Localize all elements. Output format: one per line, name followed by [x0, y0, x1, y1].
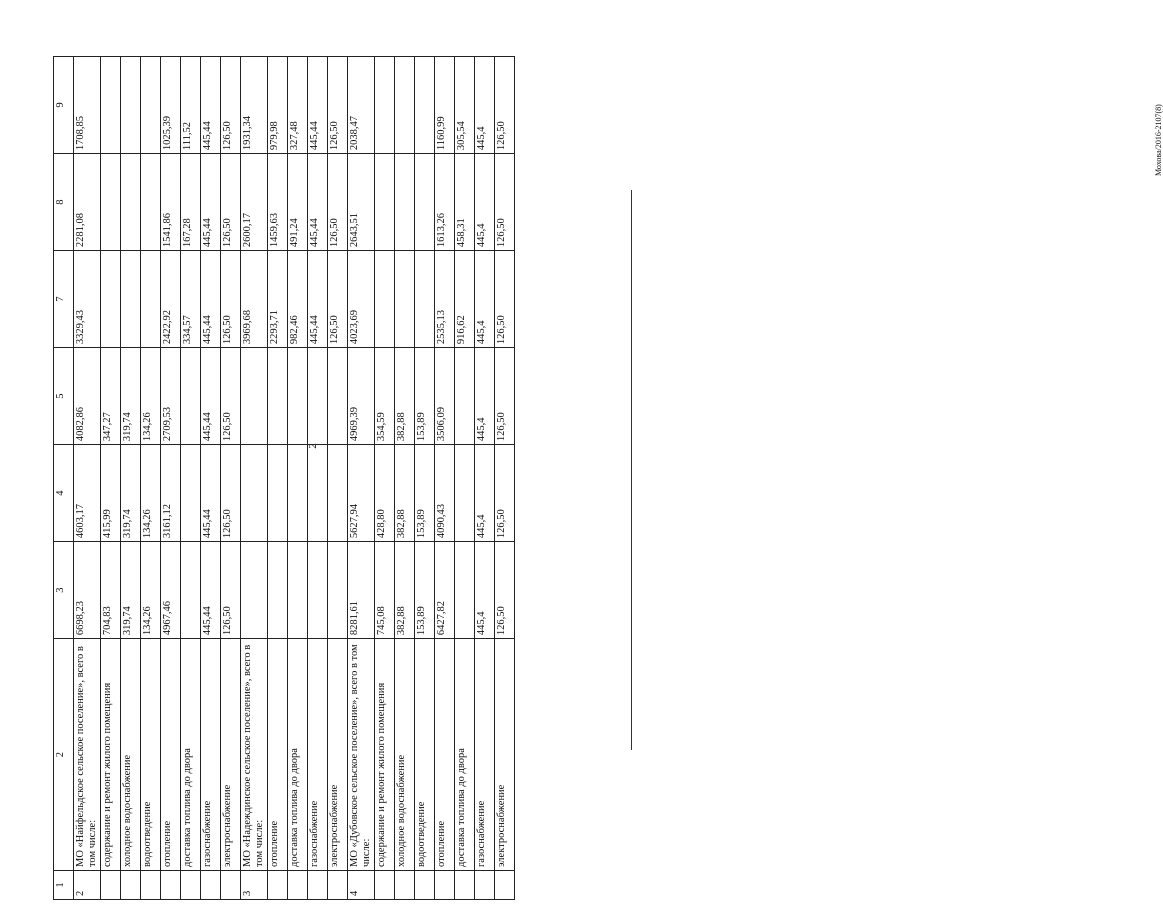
header-cell: 1 [54, 871, 74, 900]
table-row [241, 57, 268, 900]
value-cell: 126,50 [221, 348, 241, 445]
row-number-cell [101, 871, 121, 900]
table-row [201, 57, 221, 900]
value-cell [181, 348, 201, 445]
value-cell [415, 57, 435, 154]
row-label-cell: водоотведение [415, 639, 435, 871]
value-cell: 126,50 [328, 154, 348, 251]
table-row [435, 57, 455, 900]
value-cell [375, 154, 395, 251]
value-cell [101, 57, 121, 154]
value-cell: 153,89 [415, 542, 435, 639]
value-cell: 445,4 [475, 251, 495, 348]
value-cell: 445,4 [475, 445, 495, 542]
value-cell: 4023,69 [348, 251, 375, 348]
row-label-cell: содержание и ремонт жилого помещения [101, 639, 121, 871]
table-row [328, 57, 348, 900]
value-cell: 354,59 [375, 348, 395, 445]
value-cell [308, 542, 328, 639]
value-cell: 6698,23 [74, 542, 101, 639]
value-cell: 347,27 [101, 348, 121, 445]
value-cell: 126,50 [328, 57, 348, 154]
margin-line [631, 190, 632, 750]
value-cell: 153,89 [415, 348, 435, 445]
value-cell: 134,26 [141, 542, 161, 639]
value-cell: 445,44 [201, 57, 221, 154]
value-cell: 126,50 [495, 445, 515, 542]
value-cell: 445,44 [201, 348, 221, 445]
row-label-cell: электроснабжение [221, 639, 241, 871]
value-cell [328, 445, 348, 542]
row-label-cell: отопление [435, 639, 455, 871]
value-cell: 445,44 [201, 542, 221, 639]
value-cell: 2600,17 [241, 154, 268, 251]
value-cell: 4603,17 [74, 445, 101, 542]
value-cell [181, 542, 201, 639]
value-cell: 2293,71 [268, 251, 288, 348]
value-cell: 126,50 [495, 57, 515, 154]
value-cell: 126,50 [221, 542, 241, 639]
row-number-cell: 3 [241, 871, 268, 900]
value-cell: 3329,43 [74, 251, 101, 348]
row-label-cell: содержание и ремонт жилого помещения [375, 639, 395, 871]
value-cell: 2422,92 [161, 251, 181, 348]
table-row [141, 57, 161, 900]
row-number-cell [288, 871, 308, 900]
value-cell [141, 251, 161, 348]
value-cell: 445,44 [201, 154, 221, 251]
value-cell: 134,26 [141, 348, 161, 445]
value-cell: 327,48 [288, 57, 308, 154]
row-label-cell: газоснабжение [475, 639, 495, 871]
value-cell: 2643,51 [348, 154, 375, 251]
row-number-cell [375, 871, 395, 900]
header-row [54, 57, 74, 900]
value-cell: 319,74 [121, 348, 141, 445]
value-cell: 319,74 [121, 445, 141, 542]
row-number-cell [328, 871, 348, 900]
header-cell: 7 [54, 251, 74, 348]
value-cell [141, 154, 161, 251]
row-label-cell: холодное водоснабжение [121, 639, 141, 871]
value-cell [328, 348, 348, 445]
table-row [74, 57, 101, 900]
value-cell: 126,50 [328, 251, 348, 348]
value-cell: 111,52 [181, 57, 201, 154]
value-cell [101, 154, 121, 251]
value-cell: 2709,53 [161, 348, 181, 445]
value-cell: 3161,12 [161, 445, 181, 542]
table-row [121, 57, 141, 900]
value-cell: 334,57 [181, 251, 201, 348]
value-cell [308, 348, 328, 445]
row-number-cell [268, 871, 288, 900]
value-cell: 126,50 [495, 154, 515, 251]
value-cell [181, 445, 201, 542]
value-cell: 126,50 [495, 542, 515, 639]
value-cell: 167,28 [181, 154, 201, 251]
row-label-cell: МО «Найфельдское сельское поселение», всего в том числе: [74, 639, 101, 871]
value-cell [375, 251, 395, 348]
value-cell [121, 251, 141, 348]
value-cell: 126,50 [221, 154, 241, 251]
value-cell: 445,4 [475, 348, 495, 445]
row-label-cell: электроснабжение [495, 639, 515, 871]
value-cell: 1931,34 [241, 57, 268, 154]
table-row [495, 57, 515, 900]
value-cell [288, 348, 308, 445]
value-cell: 445,4 [475, 542, 495, 639]
table-row [101, 57, 121, 900]
table-row [181, 57, 201, 900]
footer-stamp: Мохова/2016-2107(8) [1154, 104, 1163, 176]
value-cell: 445,4 [475, 154, 495, 251]
value-cell: 153,89 [415, 445, 435, 542]
value-cell: 126,50 [221, 57, 241, 154]
value-cell [268, 445, 288, 542]
table-row [455, 57, 475, 900]
row-number-cell: 2 [74, 871, 101, 900]
value-cell [268, 542, 288, 639]
value-cell: 982,46 [288, 251, 308, 348]
table-row [221, 57, 241, 900]
page-number: 2 [306, 443, 319, 449]
value-cell: 126,50 [495, 348, 515, 445]
row-number-cell [435, 871, 455, 900]
row-label-cell: МО «Дубовское сельское поселение», всего в том числе: [348, 639, 375, 871]
value-cell: 704,83 [101, 542, 121, 639]
value-cell [395, 251, 415, 348]
value-cell: 445,4 [475, 57, 495, 154]
table-row [268, 57, 288, 900]
table-container [53, 56, 569, 900]
value-cell [415, 154, 435, 251]
row-number-cell [161, 871, 181, 900]
table-row [161, 57, 181, 900]
value-cell: 4967,46 [161, 542, 181, 639]
value-cell [328, 542, 348, 639]
value-cell: 382,88 [395, 542, 415, 639]
table-row [415, 57, 435, 900]
value-cell: 126,50 [221, 445, 241, 542]
value-cell: 2535,13 [435, 251, 455, 348]
value-cell: 415,99 [101, 445, 121, 542]
value-cell: 134,26 [141, 445, 161, 542]
value-cell: 4082,86 [74, 348, 101, 445]
value-cell: 428,80 [375, 445, 395, 542]
value-cell [395, 154, 415, 251]
value-cell [241, 542, 268, 639]
value-cell: 491,24 [288, 154, 308, 251]
value-cell [121, 154, 141, 251]
value-cell: 745,08 [375, 542, 395, 639]
value-cell: 126,50 [495, 251, 515, 348]
value-cell [308, 445, 328, 542]
value-cell: 458,31 [455, 154, 475, 251]
value-cell: 1025,39 [161, 57, 181, 154]
row-number-cell [495, 871, 515, 900]
value-cell: 445,44 [308, 57, 328, 154]
row-number-cell [181, 871, 201, 900]
row-number-cell [221, 871, 241, 900]
row-label-cell: отопление [161, 639, 181, 871]
value-cell: 916,62 [455, 251, 475, 348]
table-row [308, 57, 328, 900]
row-label-cell: холодное водоснабжение [395, 639, 415, 871]
value-cell [288, 542, 308, 639]
row-label-cell: газоснабжение [201, 639, 221, 871]
value-cell: 8281,61 [348, 542, 375, 639]
row-number-cell [415, 871, 435, 900]
value-cell [415, 251, 435, 348]
value-cell: 6427,82 [435, 542, 455, 639]
row-label-cell: доставка топлива до двора [181, 639, 201, 871]
value-cell [101, 251, 121, 348]
header-cell: 5 [54, 348, 74, 445]
value-cell: 445,44 [201, 445, 221, 542]
tariff-table [53, 56, 515, 900]
value-cell: 1613,26 [435, 154, 455, 251]
row-label-cell: МО «Надеждинское сельское поселение», всего в том числе: [241, 639, 268, 871]
header-cell: 9 [54, 57, 74, 154]
row-number-cell [395, 871, 415, 900]
header-cell: 3 [54, 542, 74, 639]
row-number-cell [201, 871, 221, 900]
value-cell: 3969,68 [241, 251, 268, 348]
row-label-cell: доставка топлива до двора [455, 639, 475, 871]
value-cell [395, 57, 415, 154]
row-number-cell [308, 871, 328, 900]
value-cell: 1708,85 [74, 57, 101, 154]
value-cell [241, 445, 268, 542]
row-number-cell [475, 871, 495, 900]
table-row [348, 57, 375, 900]
value-cell: 445,44 [201, 251, 221, 348]
row-label-cell: газоснабжение [308, 639, 328, 871]
value-cell: 126,50 [221, 251, 241, 348]
header-cell: 2 [54, 639, 74, 871]
header-cell: 8 [54, 154, 74, 251]
value-cell: 2038,47 [348, 57, 375, 154]
row-label-cell: электроснабжение [328, 639, 348, 871]
value-cell [455, 348, 475, 445]
value-cell: 305,54 [455, 57, 475, 154]
row-number-cell [141, 871, 161, 900]
value-cell: 5627,94 [348, 445, 375, 542]
table-row [395, 57, 415, 900]
value-cell: 3506,09 [435, 348, 455, 445]
table-row [475, 57, 495, 900]
row-label-cell: доставка топлива до двора [288, 639, 308, 871]
value-cell [268, 348, 288, 445]
table-body [74, 57, 515, 900]
row-number-cell: 4 [348, 871, 375, 900]
header-cell: 4 [54, 445, 74, 542]
value-cell: 319,74 [121, 542, 141, 639]
row-number-cell [455, 871, 475, 900]
row-label-cell: отопление [268, 639, 288, 871]
table-row [288, 57, 308, 900]
value-cell [455, 445, 475, 542]
value-cell: 1541,86 [161, 154, 181, 251]
value-cell: 445,44 [308, 154, 328, 251]
value-cell [241, 348, 268, 445]
value-cell [141, 57, 161, 154]
value-cell [375, 57, 395, 154]
value-cell [455, 542, 475, 639]
value-cell: 2281,08 [74, 154, 101, 251]
row-label-cell: водоотведение [141, 639, 161, 871]
value-cell: 1459,63 [268, 154, 288, 251]
value-cell: 4969,39 [348, 348, 375, 445]
value-cell: 1160,99 [435, 57, 455, 154]
value-cell: 382,88 [395, 348, 415, 445]
row-number-cell [121, 871, 141, 900]
value-cell: 445,44 [308, 251, 328, 348]
value-cell: 382,88 [395, 445, 415, 542]
value-cell [121, 57, 141, 154]
value-cell: 4090,43 [435, 445, 455, 542]
value-cell [288, 445, 308, 542]
value-cell: 979,98 [268, 57, 288, 154]
table-row [375, 57, 395, 900]
